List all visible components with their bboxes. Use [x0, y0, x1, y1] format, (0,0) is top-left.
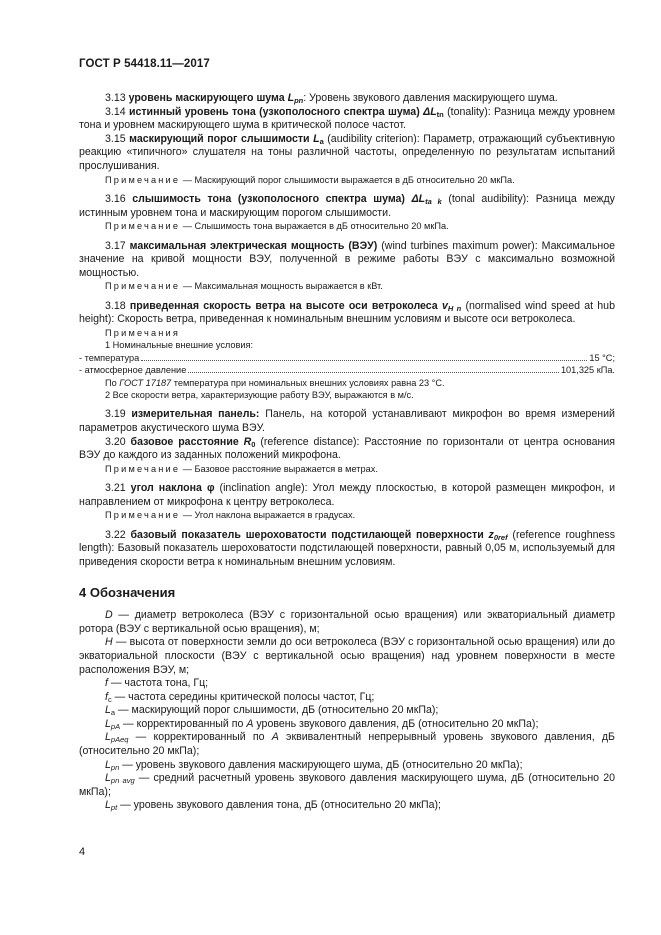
term-3-17: 3.17 максимальная электрическая мощность (ВЭУ) (wind turbines maximum power): Максимальное значение на кривой мощности ВЭУ, полученной в режиме работы ВЭУ с максимально возможной мощностью. [79, 239, 615, 279]
note-3-17: Примечание — Максимальная мощность выражается в кВт. [105, 281, 383, 292]
note-row-pressure: - атмосферное давление 101,325 кПа. [79, 365, 615, 376]
symbol-Lpnavg: $L_{pn avg}$ — средний расчетный уровень звукового давления маскирующего шума, дБ (относительно 20 мкПа); [79, 772, 615, 798]
note-3-21: Примечание — Угол наклона выражается в градусах. [105, 510, 356, 521]
doc-header: ГОСТ Р 54418.11—2017 [79, 58, 210, 70]
symbol-D: D — диаметр ветроколеса (ВЭУ с горизонтальной осью вращения) или экваториальный диаметр ротора (ВЭУ с вертикальной осью вращения), м; [79, 609, 615, 635]
term-3-13: 3.13 уровень маскирующего шума $L_{pn}$: Уровень звукового давления маскирующего шума. [105, 92, 558, 105]
symbol-Lpn: $L_{pn}$ — уровень звукового давления маскирующего шума, дБ (относительно 20 мкПа); [105, 758, 523, 772]
note-3-16: Примечание — Слышимость тона выражается в дБ относительно 20 мкПа. [105, 221, 449, 232]
symbol-fc: $f_c$ — частота середины критической полосы частот, Гц; [105, 690, 375, 704]
note-gost-ref: По ГОСТ 17187 температура при номинальных внешних условиях равна 23 °С. [105, 377, 445, 388]
symbol-Lpt: $L_{pt}$ — уровень звукового давления тона, дБ (относительно 20 мкПа); [105, 799, 441, 813]
note-3-15: Примечание — Маскирующий порог слышимости выражается в дБ относительно 20 мкПа. [105, 174, 515, 185]
symbol-La: $L_a$ — маскирующий порог слышимости, дБ (относительно 20 мкПа); [105, 704, 439, 718]
term-3-14: 3.14 истинный уровень тона (узкополосного спектра шума) $\Delta L_{tn}$ (tonality): Разница между уровнем тона и уровнем маскирующего шума в критической полосе частот. [79, 105, 615, 132]
page-content [79, 92, 615, 813]
term-3-22: 3.22 базовый показатель шероховатости подстилающей поверхности $z_{0ref}$ (reference roughness length): Базовый показатель шероховатости подстилающей поверхности, равный 0,05 м, используемый для приведения скорости ветра к номинальным внешним условиям. [79, 528, 615, 568]
symbol-LpA: $L_{pA}$ — корректированный по A уровень звукового давления, дБ (относительно 20 мкПа); [105, 717, 539, 731]
term-3-21: 3.21 угол наклона φ (inclination angle): Угол между плоскостью, в которой размещен микрофон, и направлением от микрофона к центру ветроколеса. [79, 482, 615, 508]
symbol-LpAeq: $L_{pAeq}$ — корректированный по A эквивалентный непрерывный уровень звукового давления, дБ (относительно 20 мкПа); [79, 731, 615, 758]
note-row-temperature: - температура 15 °С; [79, 352, 615, 363]
page-number: 4 [79, 846, 86, 858]
note-3-20: Примечание — Базовое расстояние выражается в метрах. [105, 463, 378, 474]
term-3-18: 3.18 приведенная скорость ветра на высоте оси ветроколеса $v_{H n}$ (normalised wind speed at hub height): Скорость ветра, приведенная к номинальным внешним условиям и высоте оси ветроколеса. [79, 299, 615, 326]
term-3-19: 3.19 измерительная панель: Панель, на которой устанавливают микрофон во время измерений параметров акустического шума ВЭУ. [79, 408, 615, 434]
symbol-f: f — частота тона, Гц; [105, 677, 209, 690]
term-3-20: 3.20 базовое расстояние $R_0$ (reference distance): Расстояние по горизонтали от центра основания ВЭУ до каждого из заданных положений микрофона. [79, 435, 615, 462]
term-3-15: 3.15 маскирующий порог слышимости $L_a$ (audibility criterion): Параметр, отражающий субъективную реакцию «типичного» слушателя на тоны различной частоты, определенную по результатам испытаний прослушивания. [79, 132, 615, 172]
symbol-H: H — высота от поверхности земли до оси ветроколеса (ВЭУ с горизонтальной осью вращения) или до экваториальной плоскости (ВЭУ с вертикальной осью вращения) над уровнем поверхности в месте расположения ВЭУ, м; [79, 636, 615, 676]
term-3-16: 3.16 слышимость тона (узкополосного спектра шума) $\Delta L_{ta k}$ (tonal audibility): Разница между истинным уровнем тона и маскирующим порогом слышимости. [79, 192, 615, 219]
section-4-title: 4 Обозначения [79, 584, 176, 600]
notes-3-18: Примечания 1 Номинальные внешние условия: - температура 15 °С; - атмосферное давление 101,325 кПа. По ГОСТ 17187 температура при номинальных внешних условиях равна 23 °С. 2 Все скорости ветра, характеризующие работу ВЭУ, выражаются в м/с. [79, 327, 615, 400]
